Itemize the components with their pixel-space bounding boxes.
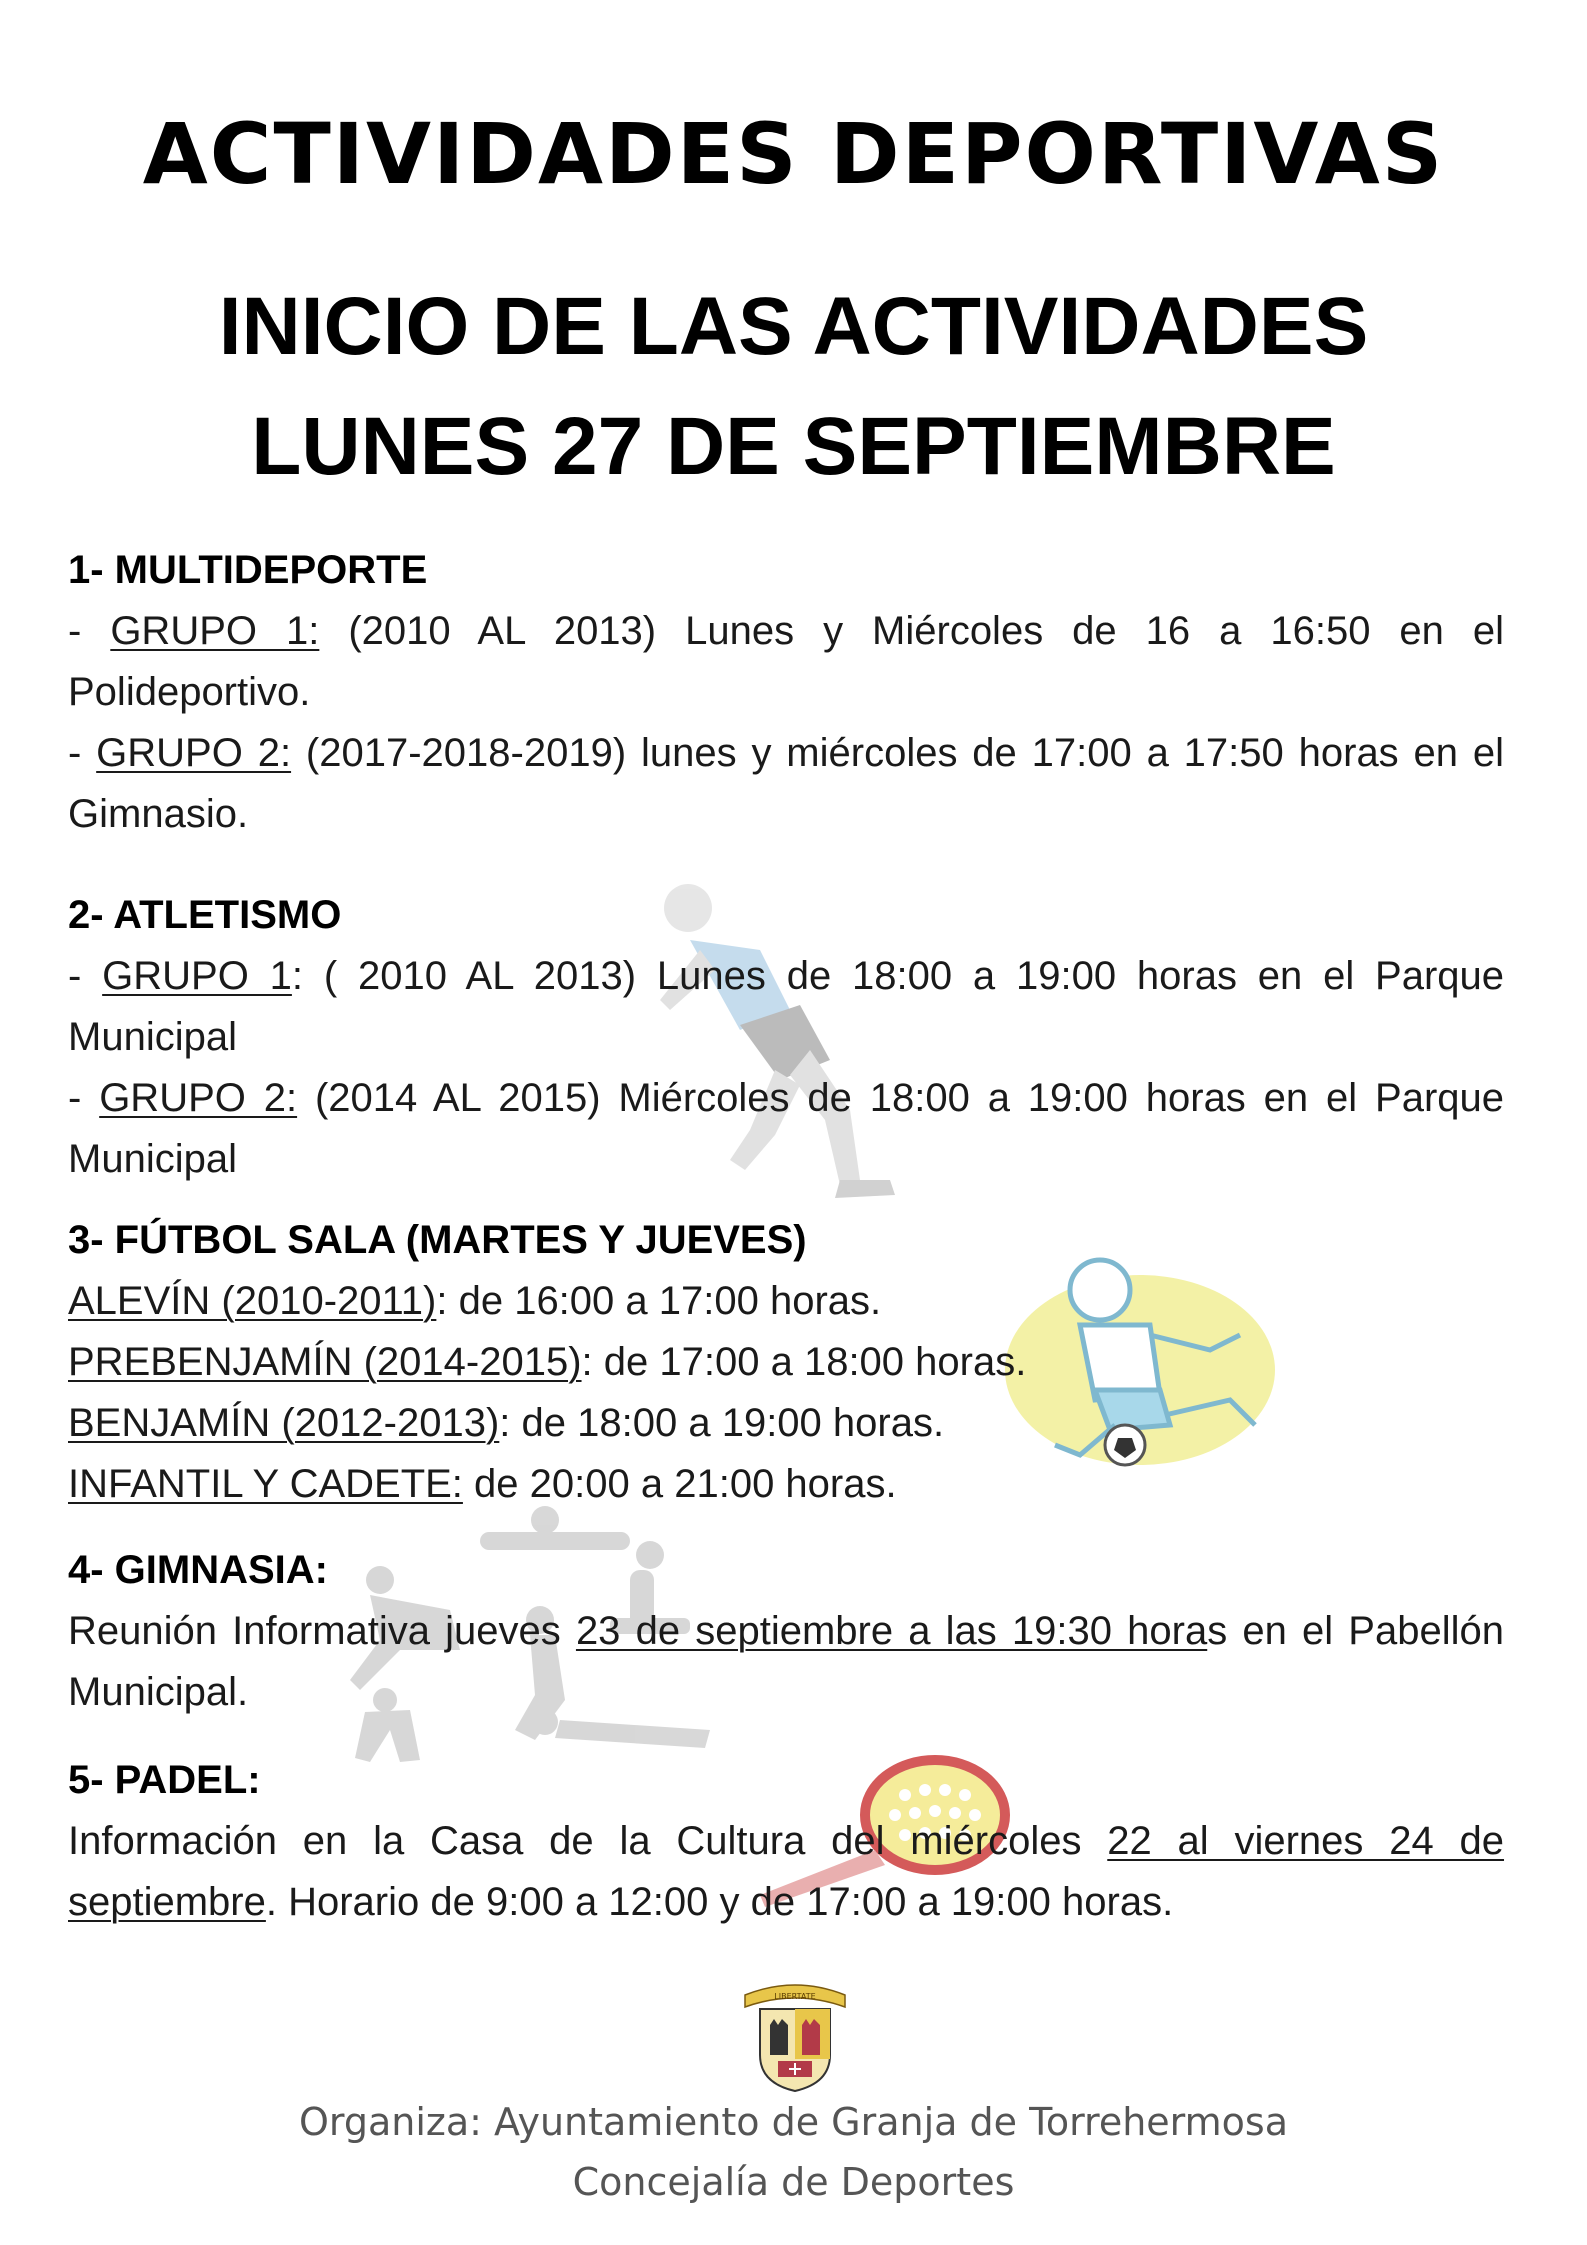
subtitle-start: INICIO DE LAS ACTIVIDADES xyxy=(218,281,1369,372)
group-2-details: (2017-2018-2019) lunes y miércoles de 17:00 a 17:50 horas en el Gimnasio. xyxy=(68,731,1505,836)
section-heading: 2- ATLETISMO xyxy=(68,893,342,937)
section-futbol-sala xyxy=(68,1210,1504,1515)
bullet-prefix: - xyxy=(68,1076,100,1120)
category-label: BENJAMÍN (2012-2013) xyxy=(68,1401,500,1445)
section-heading: 4- GIMNASIA: xyxy=(68,1548,328,1592)
category-label: PREBENJAMÍN (2014-2015) xyxy=(68,1340,582,1384)
group-1-details: (2010 AL 2013) Lunes y Miércoles de 16 a 16:50 en el Polideportivo. xyxy=(68,609,1505,714)
category-row xyxy=(68,1393,1504,1454)
footer-organizer: Organiza: Ayuntamiento de Granja de Torrehermosa xyxy=(299,2100,1288,2144)
section-atletismo xyxy=(68,885,1504,1190)
info-text-end: s en el Pabellón Municipal. xyxy=(68,1609,1504,1714)
padel-info xyxy=(68,1811,1504,1933)
section-heading: 5- PADEL: xyxy=(68,1758,261,1802)
group-2-label: GRUPO 2: xyxy=(99,1076,298,1120)
category-schedule: de 20:00 a 21:00 horas. xyxy=(462,1462,897,1506)
section-multideporte xyxy=(68,540,1504,845)
section-heading: 1- MULTIDEPORTE xyxy=(68,548,428,592)
group-1-details: : ( 2010 AL 2013) Lunes de 18:00 a 19:00 horas en el Parque Municipal xyxy=(68,954,1505,1059)
bullet-prefix: - xyxy=(68,609,111,653)
info-dates: 22 al viernes 24 de septiembre xyxy=(68,1819,1505,1924)
gimnasia-info xyxy=(68,1601,1504,1723)
section-heading: 3- FÚTBOL SALA (MARTES Y JUEVES) xyxy=(68,1218,807,1262)
category-row xyxy=(68,1332,1504,1393)
footer-department: Concejalía de Deportes xyxy=(572,2160,1015,2204)
group-1-line xyxy=(68,601,1504,723)
group-2-details: (2014 AL 2015) Miércoles de 18:00 a 19:00 horas en el Parque Municipal xyxy=(68,1076,1504,1181)
municipal-crest xyxy=(740,1975,850,2095)
crest-banner-text: LIBERTATE xyxy=(774,1992,816,2001)
bullet-prefix: - xyxy=(68,731,97,775)
group-2-line xyxy=(68,1068,1504,1190)
group-2-label: GRUPO 2: xyxy=(96,731,292,775)
group-1-label: GRUPO 1: xyxy=(110,609,320,653)
section-padel xyxy=(68,1750,1504,1933)
category-schedule: : de 18:00 a 19:00 horas. xyxy=(499,1401,945,1445)
page-title: ACTIVIDADES DEPORTIVAS xyxy=(142,105,1445,203)
category-label: ALEVÍN (2010-2011) xyxy=(68,1279,437,1323)
bullet-prefix: - xyxy=(68,954,103,998)
category-row xyxy=(68,1454,1504,1515)
meeting-date: 23 de septiembre a las 19:30 hora xyxy=(575,1609,1208,1653)
group-1-line xyxy=(68,946,1504,1068)
section-gimnasia xyxy=(68,1540,1504,1723)
info-text-end: . Horario de 9:00 a 12:00 y de 17:00 a 19:00 horas. xyxy=(265,1880,1174,1924)
group-2-line xyxy=(68,723,1504,845)
category-row xyxy=(68,1271,1504,1332)
category-label: INFANTIL Y CADETE: xyxy=(68,1462,463,1506)
info-text: Reunión Informativa jueves xyxy=(68,1609,576,1653)
subtitle-date: LUNES 27 DE SEPTIEMBRE xyxy=(251,401,1336,492)
category-schedule: : de 17:00 a 18:00 horas. xyxy=(581,1340,1027,1384)
group-1-label: GRUPO 1 xyxy=(102,954,292,998)
info-text: Información en la Casa de la Cultura del miércoles xyxy=(68,1819,1108,1863)
category-schedule: : de 16:00 a 17:00 horas. xyxy=(436,1279,882,1323)
